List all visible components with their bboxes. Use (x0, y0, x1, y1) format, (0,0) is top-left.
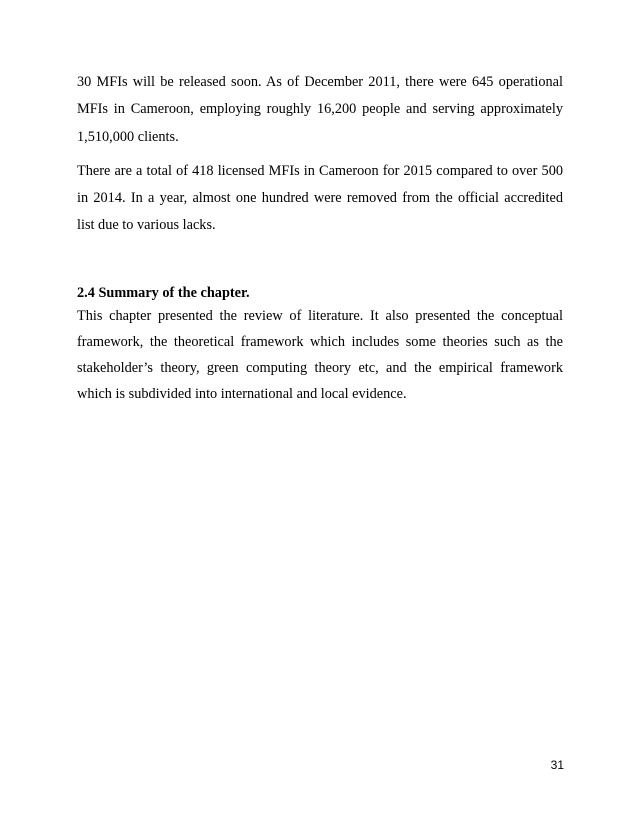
paragraph-line: in 2014. In a year, almost one hundred were removed from the official accredited (77, 190, 563, 206)
paragraph-line: There are a total of 418 licensed MFIs in Cameroon for 2015 compared to over 500 (77, 163, 563, 179)
paragraph-line: 1,510,000 clients. (77, 129, 179, 145)
paragraph-line: This chapter presented the review of literature. It also presented the conceptual (77, 308, 563, 324)
paragraph-line: stakeholder’s theory, green computing theory etc, and the empirical framework (77, 360, 563, 376)
section-heading: 2.4 Summary of the chapter. (77, 285, 250, 301)
paragraph-line: MFIs in Cameroon, employing roughly 16,200 people and serving approximately (77, 101, 563, 117)
paragraph-line: 30 MFIs will be released soon. As of December 2011, there were 645 operational (77, 74, 563, 90)
page-number: 31 (550, 758, 564, 772)
paragraph-line: which is subdivided into international and local evidence. (77, 386, 407, 402)
paragraph-line: framework, the theoretical framework which includes some theories such as the (77, 334, 563, 350)
paragraph-line: list due to various lacks. (77, 217, 216, 233)
